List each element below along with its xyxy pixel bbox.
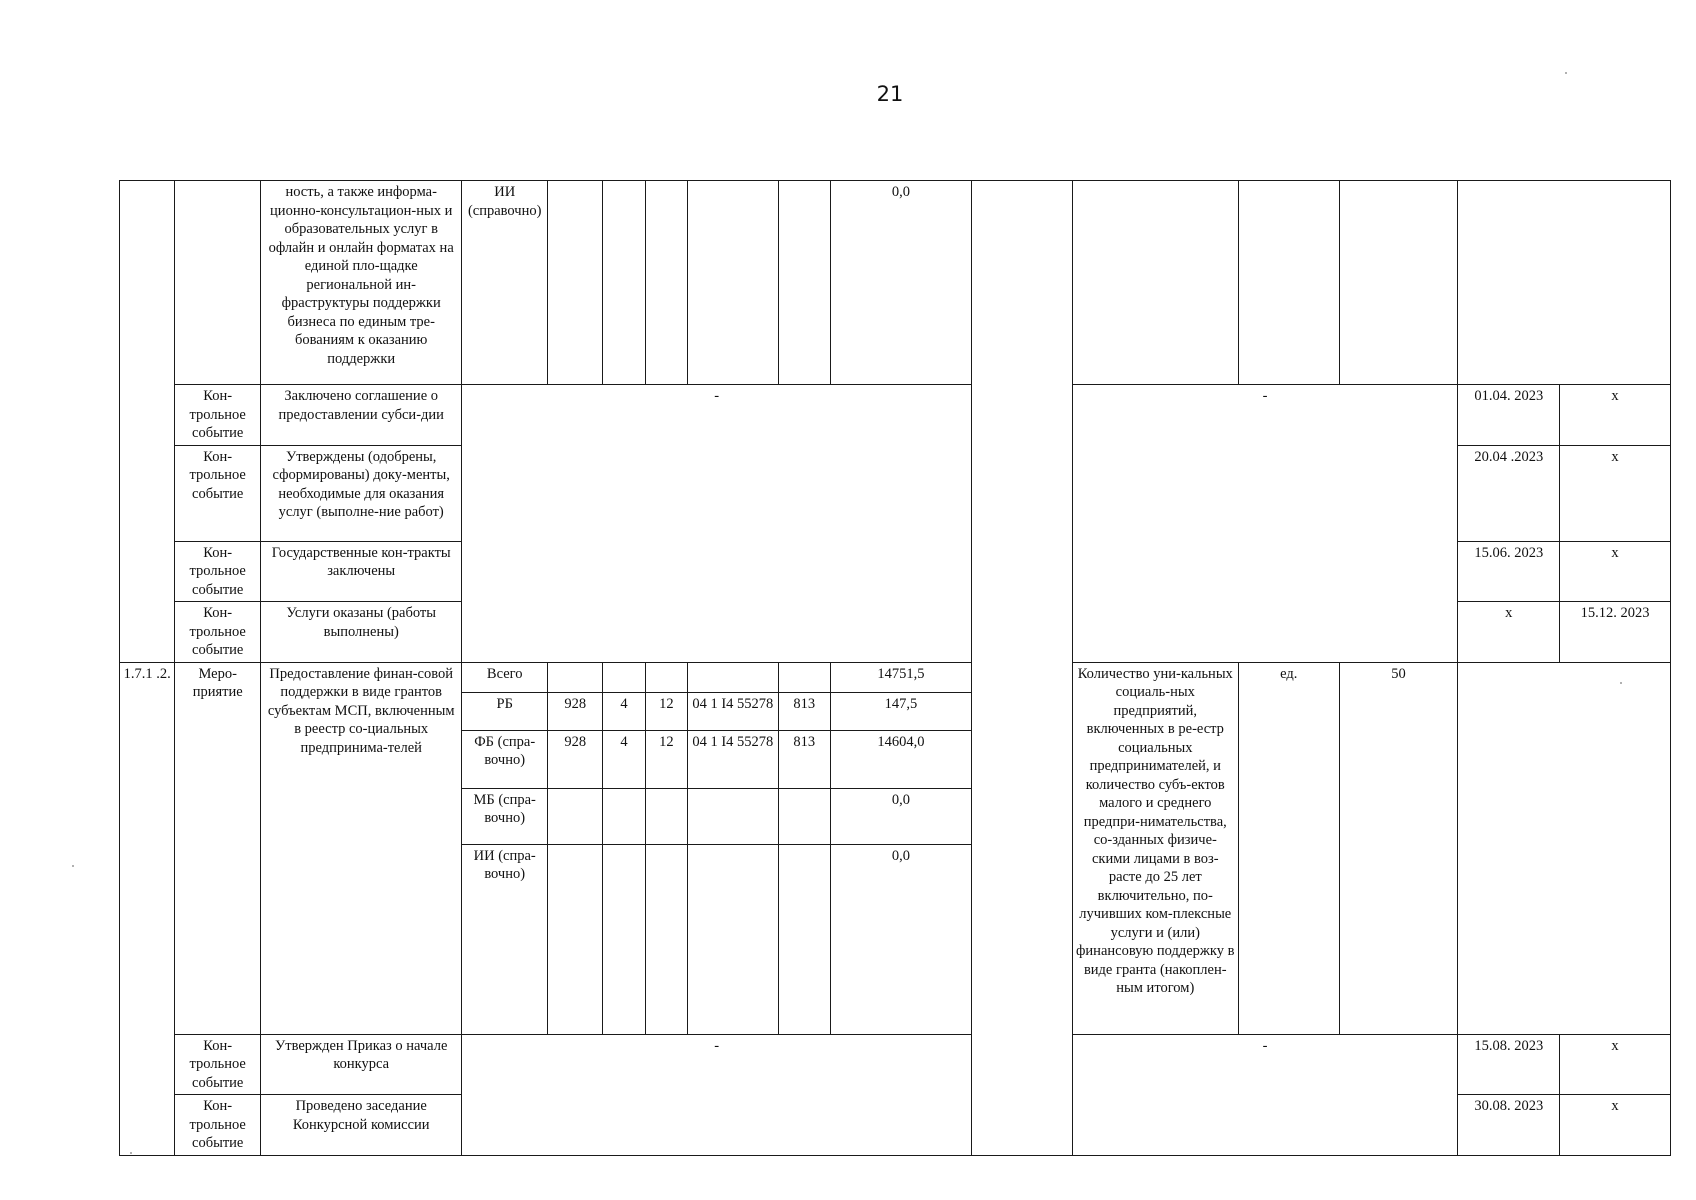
event-text: Утверждены (одобрены, сформированы) доку-менты, необходимые для оказания услуг (выполне-ние работ)	[260, 445, 461, 541]
event-date-end: x	[1560, 1095, 1671, 1156]
source-label: МБ (спра-вочно)	[462, 788, 548, 844]
event-indicator-dash: -	[1072, 1034, 1458, 1155]
event-row	[120, 385, 1671, 446]
event-date-end: x	[1560, 541, 1671, 602]
event-date-start: x	[1458, 602, 1560, 663]
plan-table	[119, 180, 1671, 1156]
amount-value: 14604,0	[830, 730, 971, 788]
event-text: Заключено соглашение о предоставлении субси-дии	[260, 385, 461, 446]
event-type: Кон-трольное событие	[175, 445, 261, 541]
source-label: ФБ (спра-вочно)	[462, 730, 548, 788]
finance-row: ФБ (спра-вочно) 928 4 12 04 1 I4 55278 813 14604,0	[120, 730, 1671, 788]
event-indicator-dash: -	[1072, 385, 1458, 663]
activity-type: Меро-приятие	[175, 662, 261, 1034]
finance-row: РБ 928 4 12 04 1 I4 55278 813 147,5	[120, 692, 1671, 730]
activity-name: Предоставление финан-совой поддержки в виде грантов субъектам МСП, включенным в реестр со-циальных предпринима-телей	[260, 662, 461, 1034]
amount-value: 147,5	[830, 692, 971, 730]
activity-number: 1.7.1 .2.	[120, 662, 175, 1155]
event-text: Утвержден Приказ о начале конкурса	[260, 1034, 461, 1095]
event-row	[120, 1034, 1671, 1095]
event-finance-dash: -	[462, 385, 972, 663]
event-type: Кон-трольное событие	[175, 541, 261, 602]
scan-speck	[130, 1152, 132, 1154]
number-cell-empty	[120, 181, 175, 663]
event-text: Проведено заседание Конкурсной комиссии	[260, 1095, 461, 1156]
event-date-start: 01.04. 2023	[1458, 385, 1560, 446]
scan-speck	[1620, 682, 1622, 684]
continuation-row	[120, 181, 1671, 385]
event-text: Государственные кон-тракты заключены	[260, 541, 461, 602]
event-type: Кон-трольное событие	[175, 1034, 261, 1095]
amount-value: 14751,5	[830, 662, 971, 692]
indicator-text: Количество уни-кальных социаль-ных предприятий, включенных в ре-естр социальных предпринимателей, и количество субъ-ектов малого и среднего предпри-нимательства, со-зданных физиче-скими лицами в воз-расте до 25 лет включительно, по-лучивших ком-плексные услуги и (или) финансовую поддержку в виде гранта (накоплен-ным итогом)	[1072, 662, 1238, 1034]
activity-row	[120, 662, 1671, 692]
indicator-target: 50	[1339, 662, 1458, 1034]
continuation-text: ность, а также информа-ционно-консультацион-ных и образовательных услуг в офлайн и онлайн форматах на единой пло-щадке региональной ин-фраструктуры поддержки бизнеса по единым тре-бованиям к оказанию поддержки	[260, 181, 461, 385]
event-text: Услуги оказаны (работы выполнены)	[260, 602, 461, 663]
continuation-amount: 0,0	[830, 181, 971, 385]
type-cell-empty	[175, 181, 261, 385]
scan-speck	[1565, 72, 1567, 74]
event-date-end: 15.12. 2023	[1560, 602, 1671, 663]
source-label: Всего	[462, 662, 548, 692]
continuation-source: ИИ (справочно)	[462, 181, 548, 385]
indicator-unit: ед.	[1238, 662, 1339, 1034]
event-date-start: 15.06. 2023	[1458, 541, 1560, 602]
scan-speck	[72, 865, 74, 867]
event-type: Кон-трольное событие	[175, 385, 261, 446]
page-number: 21	[876, 82, 904, 106]
event-date-start: 15.08. 2023	[1458, 1034, 1560, 1095]
event-type: Кон-трольное событие	[175, 602, 261, 663]
source-label: ИИ (спра-вочно)	[462, 844, 548, 1034]
event-date-start: 20.04 .2023	[1458, 445, 1560, 541]
event-finance-dash: -	[462, 1034, 972, 1155]
amount-value: 0,0	[830, 844, 971, 1034]
empty-column-cell	[971, 181, 1072, 1156]
amount-value: 0,0	[830, 788, 971, 844]
event-type: Кон-трольное событие	[175, 1095, 261, 1156]
event-date-end: x	[1560, 385, 1671, 446]
source-label: РБ	[462, 692, 548, 730]
event-date-start: 30.08. 2023	[1458, 1095, 1560, 1156]
event-date-end: x	[1560, 445, 1671, 541]
event-date-end: x	[1560, 1034, 1671, 1095]
